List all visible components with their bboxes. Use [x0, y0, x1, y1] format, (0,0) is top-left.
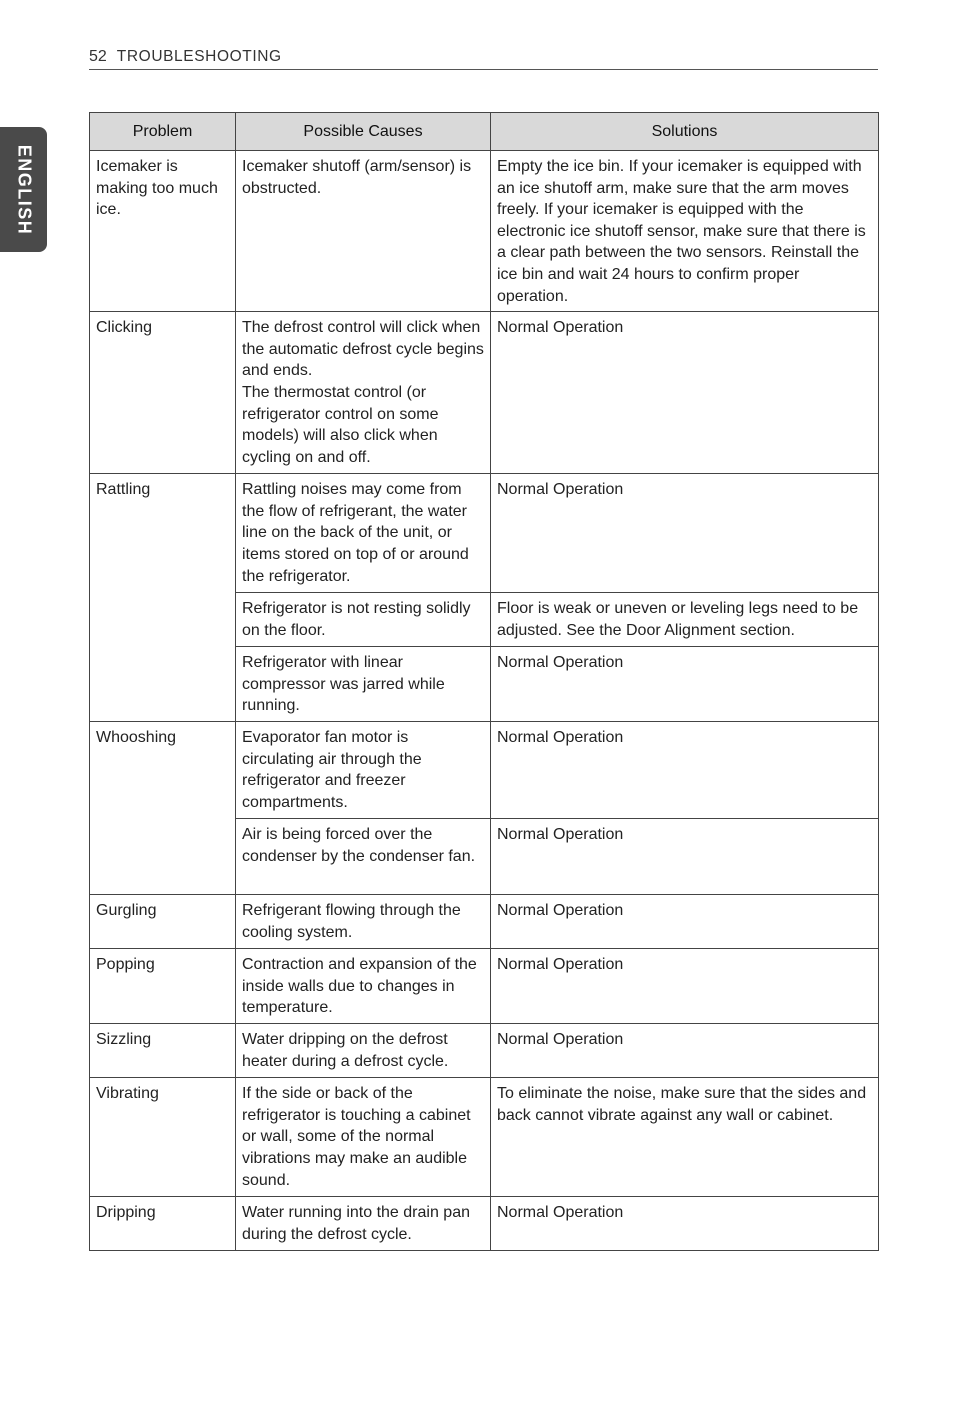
- solution-cell: Normal Operation: [491, 647, 879, 722]
- cause-cell: Water dripping on the defrost heater during a defrost cycle.: [236, 1024, 491, 1078]
- problem-cell: Rattling: [90, 474, 236, 722]
- problem-cell: Dripping: [90, 1197, 236, 1251]
- table-row: [90, 1024, 879, 1078]
- page-number: 52: [89, 48, 107, 65]
- language-tab-label: ENGLISH: [14, 144, 34, 235]
- section-title: TROUBLESHOOTING: [116, 48, 282, 65]
- cause-cell: Refrigerator with linear compressor was jarred while running.: [236, 647, 491, 722]
- solution-cell: Normal Operation: [491, 474, 879, 593]
- problem-cell: Sizzling: [90, 1024, 236, 1078]
- table-row: [90, 1197, 879, 1251]
- solution-cell: Normal Operation: [491, 1197, 879, 1251]
- solution-cell: Floor is weak or uneven or leveling legs need to be adjusted. See the Door Alignment section.: [491, 593, 879, 647]
- cause-cell: Contraction and expansion of the inside walls due to changes in temperature.: [236, 949, 491, 1024]
- cause-cell: Icemaker shutoff (arm/sensor) is obstructed.: [236, 151, 491, 312]
- cause-cell: Refrigerator is not resting solidly on the floor.: [236, 593, 491, 647]
- solution-cell: Normal Operation: [491, 1024, 879, 1078]
- table-row: [90, 1078, 879, 1197]
- cause-cell: If the side or back of the refrigerator is touching a cabinet or wall, some of the normal vibrations may make an audible sound.: [236, 1078, 491, 1197]
- language-tab: [0, 127, 47, 252]
- table-row: [90, 151, 879, 312]
- problem-cell: Clicking: [90, 312, 236, 474]
- solution-cell: Normal Operation: [491, 722, 879, 819]
- cause-cell: Refrigerant flowing through the cooling system.: [236, 895, 491, 949]
- table-row: [90, 722, 879, 819]
- column-header-causes: Possible Causes: [236, 113, 491, 151]
- cause-cell: Rattling noises may come from the flow of refrigerant, the water line on the back of the unit, or items stored on top of or around the refrigerator.: [236, 474, 491, 593]
- table-row: [90, 895, 879, 949]
- solution-cell: To eliminate the noise, make sure that the sides and back cannot vibrate against any wall or cabinet.: [491, 1078, 879, 1197]
- solution-cell: Normal Operation: [491, 312, 879, 474]
- solution-cell: Normal Operation: [491, 895, 879, 949]
- table-row: [90, 949, 879, 1024]
- solution-cell: Normal Operation: [491, 819, 879, 895]
- cause-cell: Air is being forced over the condenser by the condenser fan.: [236, 819, 491, 895]
- cause-cell: Water running into the drain pan during the defrost cycle.: [236, 1197, 491, 1251]
- cause-cell: The defrost control will click when the automatic defrost cycle begins and ends. The thermostat control (or refrigerator control on some models) will also click when cycling on and off.: [236, 312, 491, 474]
- table-header-row: [90, 113, 879, 151]
- solution-cell: Normal Operation: [491, 949, 879, 1024]
- cause-cell: Evaporator fan motor is circulating air through the refrigerator and freezer compartments.: [236, 722, 491, 819]
- page-header: [89, 48, 878, 70]
- column-header-solutions: Solutions: [491, 113, 879, 151]
- problem-cell: Gurgling: [90, 895, 236, 949]
- solution-cell: Empty the ice bin. If your icemaker is equipped with an ice shutoff arm, make sure that the arm moves freely. If your icemaker is equipped with the electronic ice shutoff sensor, make sure that there is a clear path between the two sensors. Reinstall the ice bin and wait 24 hours to confirm proper operation.: [491, 151, 879, 312]
- problem-cell: Popping: [90, 949, 236, 1024]
- troubleshooting-table: [89, 112, 879, 1251]
- table-row: [90, 474, 879, 593]
- problem-cell: Vibrating: [90, 1078, 236, 1197]
- problem-cell: Icemaker is making too much ice.: [90, 151, 236, 312]
- table-row: [90, 312, 879, 474]
- problem-cell: Whooshing: [90, 722, 236, 895]
- column-header-problem: Problem: [90, 113, 236, 151]
